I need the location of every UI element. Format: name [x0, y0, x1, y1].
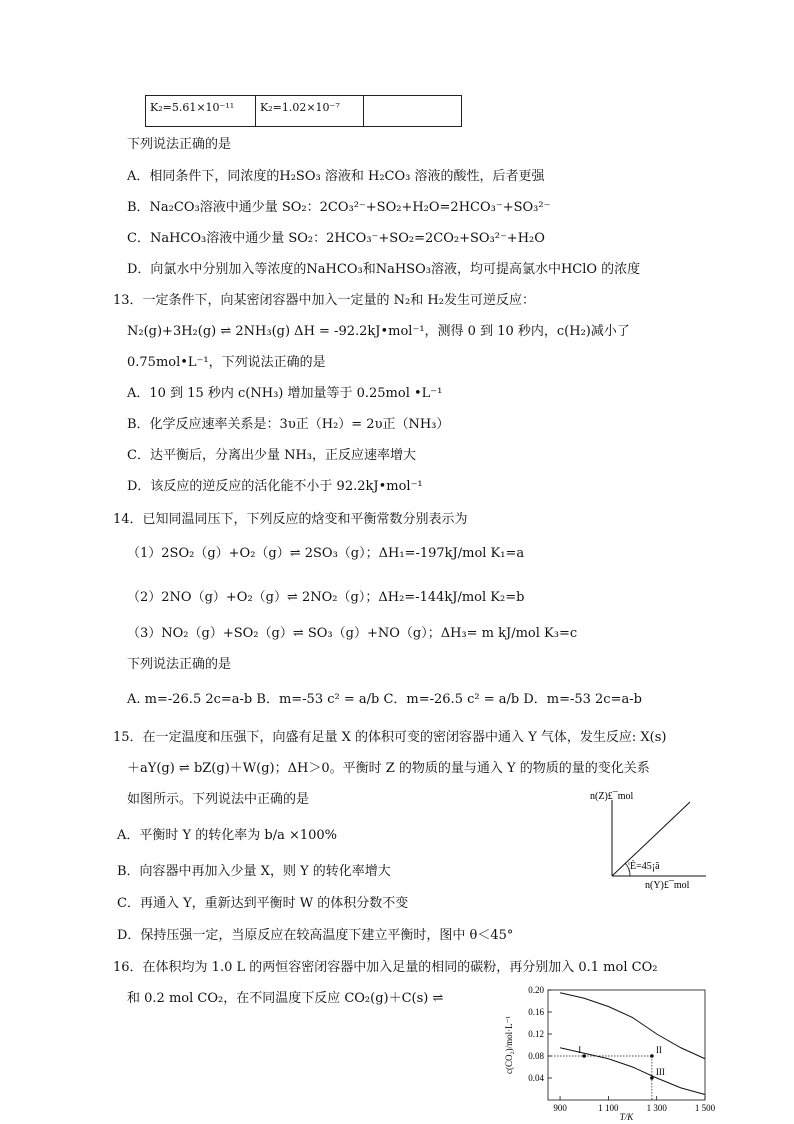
y-tick-label: 0.12: [528, 1029, 544, 1039]
x-axis-label: T/K: [619, 1112, 634, 1120]
text-line: （2）2NO（g）+O₂（g）⇌ 2NO₂（g）；ΔH₂=-144kJ/mol K₂=b: [127, 590, 525, 605]
text-line: 14．已知同温同压下，下列反应的焓变和平衡常数分别表示为: [113, 512, 468, 527]
text-line: D．保持压强一定，当原反应在较高温度下建立平衡时，图中 θ＜45°: [117, 928, 514, 943]
text-line: （3）NO₂（g）+SO₂（g）⇌ SO₃（g）+NO（g）；ΔH₃= m kJ/mol K₃=c: [127, 626, 578, 641]
series-line-2: [560, 1048, 705, 1095]
x-tick-label: 1 100: [598, 1103, 619, 1113]
text-line: B．Na₂CO₃溶液中通少量 SO₂：2CO₃²⁻+SO₂+H₂O=2HCO₃⁻+SO₃²⁻: [127, 200, 551, 215]
data-point-I: [582, 1054, 586, 1058]
text-line: A．10 到 15 秒内 c(NH₃) 增加量等于 0.25mol •L⁻¹: [127, 386, 443, 401]
table-cell: K₂=1.02×10⁻⁷: [256, 96, 364, 126]
text-line: 13．一定条件下，向某密闭容器中加入一定量的 N₂和 H₂发生可逆反应：: [113, 293, 535, 308]
data-point-III: [650, 1076, 654, 1080]
text-line: 15．在一定温度和压强下，向盛有足量 X 的体积可变的密闭容器中通入 Y 气体，发生反应: X(s): [113, 730, 667, 745]
x-tick-label: 1 300: [646, 1103, 667, 1113]
y-axis-label: n(Z)£¯mol: [590, 791, 634, 802]
series-line-1: [560, 993, 705, 1059]
y-axis-label: c(CO₂)/mol·L⁻¹: [504, 1015, 514, 1075]
text-line: 和 0.2 mol CO₂，在不同温度下反应 CO₂(g)＋C(s) ⇌: [127, 991, 444, 1006]
point-label-II: II: [655, 1045, 662, 1055]
text-line: 0.75mol•L⁻¹，下列说法正确的是: [127, 355, 326, 370]
text-line: D．向氯水中分别加入等浓度的NaHCO₃和NaHSO₃溶液，均可提高氯水中HClO 的浓度: [127, 262, 641, 277]
table-cell: K₂=5.61×10⁻¹¹: [146, 96, 256, 126]
y-tick-label: 0.20: [528, 985, 544, 995]
text-line: ＋aY(g) ⇌ bZ(g)＋W(g)；ΔH＞0。平衡时 Z 的物质的量与通入 Y 的物质的量的变化关系: [127, 761, 650, 776]
text-line: 如图所示。下列说法中正确的是: [127, 792, 310, 807]
text-line: B．化学反应速率关系是：3υ正（H₂）= 2υ正（NH₃）: [127, 417, 450, 432]
text-line: N₂(g)+3H₂(g) ⇌ 2NH₃(g) ΔH = -92.2kJ•mol⁻¹，测得 0 到 10 秒内，c(H₂)减小了: [127, 324, 630, 339]
y-tick-label: 0.16: [528, 1007, 544, 1017]
text-line: 下列说法正确的是: [127, 657, 232, 672]
x-tick-label: 1 500: [694, 1103, 716, 1113]
question-16-chart: [490, 980, 720, 1124]
text-line: 下列说法正确的是: [127, 137, 232, 152]
text-line: B．向容器中再加入少量 X，则 Y 的转化率增大: [117, 864, 391, 879]
text-line: C．NaHCO₃溶液中通少量 SO₂：2HCO₃⁻+SO₂=2CO₂+SO₃²⁻+H₂O: [127, 231, 545, 246]
plot-frame: [548, 990, 705, 1100]
text-line: A．平衡时 Y 的转化率为 b/a ×100%: [117, 828, 338, 843]
text-line: C．达平衡后，分离出少量 NH₃，正反应速率增大: [127, 448, 417, 463]
text-line: D．该反应的逆反应的活化能不小于 92.2kJ•mol⁻¹: [127, 479, 423, 494]
y-tick-label: 0.08: [528, 1051, 544, 1061]
x-axis-label: n(Y)£¯mol: [645, 880, 690, 890]
point-label-III: III: [655, 1067, 665, 1077]
y-tick-label: 0.04: [528, 1073, 544, 1083]
question-15-graph: [590, 790, 710, 894]
point-label-I: I: [578, 1045, 582, 1055]
text-line: A. m=-26.5 2c=a-b B．m=-53 c² = a/b C．m=-26.5 c² = a/b D．m=-53 2c=a-b: [127, 692, 642, 707]
data-point-II: [650, 1054, 654, 1058]
equilibrium-constant-table-row: [145, 95, 462, 127]
table-cell: [364, 96, 461, 126]
angle-label: ¦È=45¡ã: [628, 861, 660, 872]
x-tick-label: 900: [553, 1103, 567, 1113]
text-line: C．再通入 Y，重新达到平衡时 W 的体积分数不变: [117, 896, 409, 911]
text-line: 16．在体积均为 1.0 L 的两恒容密闭容器中加入足量的相同的碳粉，再分别加入 0.1 mol CO₂: [113, 960, 658, 975]
text-line: （1）2SO₂（g）+O₂（g）⇌ 2SO₃（g）；ΔH₁=-197kJ/mol K₁=a: [127, 546, 525, 561]
text-line: A．相同条件下，同浓度的H₂SO₃ 溶液和 H₂CO₃ 溶液的酸性，后者更强: [127, 169, 545, 184]
